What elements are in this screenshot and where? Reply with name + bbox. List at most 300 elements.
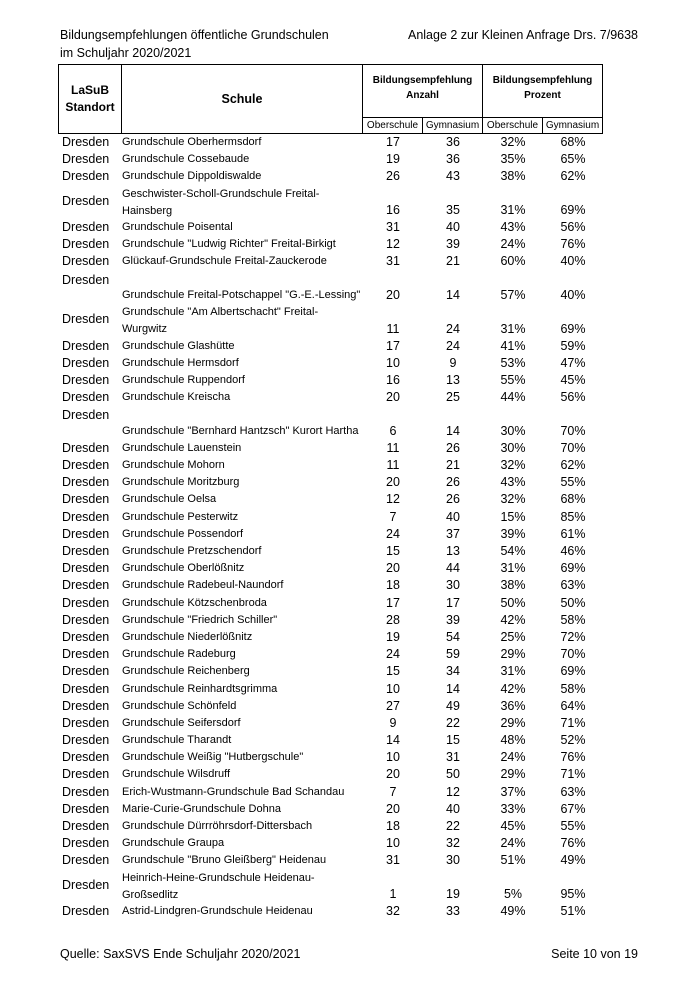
table-body bbox=[58, 134, 603, 920]
row-location: Dresden bbox=[62, 509, 110, 524]
row-percent-gymnasium: 62% bbox=[560, 458, 586, 473]
row-count-oberschule: 20 bbox=[386, 390, 400, 405]
col-header-location-line2: Standort bbox=[65, 100, 115, 114]
row-count-oberschule: 10 bbox=[386, 836, 400, 851]
row-count-gymnasium: 43 bbox=[446, 169, 460, 184]
row-percent-oberschule: 29% bbox=[500, 715, 526, 730]
footer-page-number: Seite 10 von 19 bbox=[551, 947, 638, 961]
row-count-oberschule: 18 bbox=[386, 578, 400, 593]
row-count-gymnasium: 40 bbox=[446, 509, 460, 524]
table-row bbox=[58, 186, 603, 220]
row-percent-gymnasium: 58% bbox=[560, 681, 586, 696]
row-count-gymnasium: 30 bbox=[446, 578, 460, 593]
row-location: Dresden bbox=[62, 135, 110, 149]
row-count-oberschule: 15 bbox=[386, 664, 400, 679]
row-location: Dresden bbox=[62, 220, 110, 235]
row-school: Grundschule Freital-Potschappel "G.-E.-Lessing" bbox=[122, 289, 361, 302]
row-count-oberschule: 6 bbox=[389, 423, 397, 438]
row-count-gymnasium: 14 bbox=[446, 423, 460, 438]
row-count-oberschule: 20 bbox=[386, 561, 400, 576]
row-school: Glückauf-Grundschule Freital-Zauckerode bbox=[122, 255, 327, 268]
row-location: Dresden bbox=[62, 408, 110, 423]
table-row bbox=[58, 543, 603, 560]
sub-header-percent-oberschule: Oberschule bbox=[486, 120, 539, 131]
document-title bbox=[60, 26, 329, 62]
row-location: Dresden bbox=[62, 544, 110, 558]
row-school-line2: Wurgwitz bbox=[122, 323, 168, 336]
sub-header-count-oberschule: Oberschule bbox=[366, 120, 419, 131]
row-count-gymnasium: 21 bbox=[446, 458, 460, 473]
row-count-gymnasium: 13 bbox=[446, 373, 460, 387]
row-location: Dresden bbox=[62, 647, 110, 662]
row-school: Grundschule Oberlößnitz bbox=[122, 562, 245, 575]
row-school: Grundschule Seifersdorf bbox=[122, 716, 241, 729]
row-count-gymnasium: 37 bbox=[446, 526, 460, 541]
row-percent-gymnasium: 52% bbox=[560, 733, 586, 748]
row-percent-oberschule: 31% bbox=[500, 321, 526, 336]
row-location: Dresden bbox=[62, 578, 110, 593]
row-location: Dresden bbox=[62, 169, 110, 184]
row-school: Grundschule Kötzschenbroda bbox=[122, 596, 267, 609]
row-percent-oberschule: 30% bbox=[500, 423, 526, 438]
row-count-oberschule: 9 bbox=[389, 715, 397, 730]
row-percent-oberschule: 25% bbox=[500, 629, 526, 644]
row-percent-oberschule: 5% bbox=[503, 887, 523, 902]
row-school-line1: Grundschule "Am Albertschacht" Freital- bbox=[122, 306, 319, 319]
table-row bbox=[58, 509, 603, 526]
row-percent-oberschule: 44% bbox=[500, 390, 526, 405]
row-percent-gymnasium: 63% bbox=[560, 578, 586, 593]
row-percent-gymnasium: 51% bbox=[560, 904, 586, 919]
row-school: Grundschule Moritzburg bbox=[122, 476, 240, 489]
row-school: Grundschule Cossebaude bbox=[122, 153, 250, 166]
row-count-gymnasium: 40 bbox=[446, 220, 460, 235]
row-count-oberschule: 12 bbox=[386, 237, 400, 252]
table-row bbox=[58, 663, 603, 680]
row-percent-oberschule: 30% bbox=[500, 440, 526, 455]
sub-header-percent-gymnasium: Gymnasium bbox=[545, 120, 600, 131]
row-school: Grundschule "Bernhard Hantzsch" Kurort Hartha bbox=[122, 424, 359, 437]
sub-header-count-gymnasium: Gymnasium bbox=[425, 120, 480, 131]
row-percent-oberschule: 53% bbox=[500, 355, 526, 370]
row-location: Dresden bbox=[62, 904, 110, 919]
row-percent-oberschule: 43% bbox=[500, 220, 526, 235]
row-school: Grundschule Wilsdruff bbox=[122, 768, 231, 781]
row-school-line1: Geschwister-Scholl-Grundschule Freital- bbox=[122, 187, 320, 200]
row-school: Grundschule Glashütte bbox=[122, 339, 235, 352]
row-location: Dresden bbox=[62, 595, 110, 610]
table-row bbox=[58, 835, 603, 852]
row-percent-oberschule: 42% bbox=[500, 681, 526, 696]
row-location: Dresden bbox=[62, 272, 110, 287]
row-location: Dresden bbox=[62, 561, 110, 576]
row-location: Dresden bbox=[62, 254, 110, 269]
row-percent-gymnasium: 68% bbox=[560, 135, 586, 149]
row-count-gymnasium: 26 bbox=[446, 475, 460, 490]
table-row bbox=[58, 595, 603, 612]
row-percent-gymnasium: 76% bbox=[560, 750, 586, 765]
row-count-gymnasium: 32 bbox=[446, 836, 460, 851]
row-school: Grundschule Tharandt bbox=[122, 734, 232, 747]
row-percent-gymnasium: 71% bbox=[560, 767, 586, 782]
row-percent-oberschule: 55% bbox=[500, 373, 526, 387]
row-percent-gymnasium: 58% bbox=[560, 612, 586, 627]
table-row bbox=[58, 577, 603, 594]
table-row bbox=[58, 612, 603, 629]
row-location: Dresden bbox=[62, 784, 110, 799]
row-percent-gymnasium: 95% bbox=[560, 887, 586, 902]
row-count-gymnasium: 40 bbox=[446, 801, 460, 816]
row-location: Dresden bbox=[62, 373, 110, 387]
col-header-location-line1: LaSuB bbox=[70, 83, 109, 97]
table-row bbox=[58, 801, 603, 818]
group-header-count-line1: Bildungsempfehlung bbox=[372, 75, 473, 86]
row-count-oberschule: 7 bbox=[389, 784, 397, 799]
row-school: Grundschule Pretzschendorf bbox=[122, 545, 262, 557]
row-school: Grundschule "Bruno Gleißberg" Heidenau bbox=[122, 854, 327, 867]
table-row bbox=[58, 491, 603, 508]
row-location: Dresden bbox=[62, 237, 110, 252]
row-location: Dresden bbox=[62, 664, 110, 679]
row-count-oberschule: 19 bbox=[386, 152, 400, 167]
table-row bbox=[58, 903, 603, 920]
row-count-oberschule: 16 bbox=[386, 203, 400, 218]
row-count-gymnasium: 24 bbox=[446, 338, 460, 353]
row-percent-oberschule: 15% bbox=[500, 509, 526, 524]
table-row bbox=[58, 219, 603, 236]
row-school: Grundschule Reichenberg bbox=[122, 665, 250, 678]
row-count-oberschule: 24 bbox=[386, 526, 400, 541]
group-header-percent bbox=[483, 70, 602, 106]
row-percent-oberschule: 45% bbox=[500, 819, 526, 833]
table-row bbox=[58, 372, 603, 389]
table-row bbox=[58, 715, 603, 732]
row-location: Dresden bbox=[62, 750, 110, 765]
row-count-gymnasium: 26 bbox=[446, 440, 460, 455]
row-percent-oberschule: 50% bbox=[500, 595, 526, 610]
group-header-percent-line1: Bildungsempfehlung bbox=[492, 75, 593, 86]
row-percent-gymnasium: 63% bbox=[560, 784, 586, 799]
table-row bbox=[58, 870, 603, 904]
row-count-oberschule: 27 bbox=[386, 698, 400, 713]
row-percent-gymnasium: 70% bbox=[560, 647, 586, 662]
row-count-gymnasium: 14 bbox=[446, 681, 460, 696]
row-count-oberschule: 20 bbox=[386, 288, 400, 303]
row-location: Dresden bbox=[62, 355, 110, 370]
group-header-percent-line2: Prozent bbox=[524, 90, 561, 101]
row-count-oberschule: 20 bbox=[386, 475, 400, 490]
row-count-gymnasium: 33 bbox=[446, 904, 460, 919]
row-percent-oberschule: 54% bbox=[500, 544, 526, 558]
row-count-gymnasium: 59 bbox=[446, 647, 460, 662]
row-count-oberschule: 7 bbox=[389, 509, 397, 524]
row-percent-oberschule: 37% bbox=[500, 784, 526, 799]
row-count-oberschule: 17 bbox=[386, 135, 400, 149]
row-school: Grundschule Niederlößnitz bbox=[122, 630, 253, 643]
row-percent-gymnasium: 68% bbox=[560, 492, 586, 507]
row-count-gymnasium: 35 bbox=[446, 203, 460, 218]
row-count-gymnasium: 44 bbox=[446, 561, 460, 576]
row-school: Grundschule Pesterwitz bbox=[122, 510, 239, 523]
row-location: Dresden bbox=[62, 526, 110, 541]
row-count-oberschule: 19 bbox=[386, 629, 400, 644]
row-count-gymnasium: 13 bbox=[446, 544, 460, 558]
row-count-gymnasium: 30 bbox=[446, 853, 460, 868]
row-location: Dresden bbox=[62, 492, 110, 507]
row-school: Erich-Wustmann-Grundschule Bad Schandau bbox=[122, 785, 345, 798]
row-percent-gymnasium: 55% bbox=[560, 819, 586, 833]
row-percent-gymnasium: 65% bbox=[560, 152, 586, 167]
row-count-oberschule: 1 bbox=[389, 887, 397, 902]
row-count-oberschule: 17 bbox=[386, 338, 400, 353]
row-school bbox=[122, 870, 362, 904]
table-row bbox=[58, 784, 603, 801]
row-percent-oberschule: 29% bbox=[500, 647, 526, 662]
row-percent-oberschule: 36% bbox=[500, 698, 526, 713]
row-percent-oberschule: 35% bbox=[500, 152, 526, 167]
row-count-oberschule: 10 bbox=[386, 681, 400, 696]
row-count-oberschule: 18 bbox=[386, 819, 400, 833]
table-row bbox=[58, 304, 603, 338]
row-school: Grundschule "Friedrich Schiller" bbox=[122, 613, 278, 626]
table-row bbox=[58, 440, 603, 457]
row-location: Dresden bbox=[62, 629, 110, 644]
row-count-oberschule: 14 bbox=[386, 733, 400, 748]
row-count-gymnasium: 36 bbox=[446, 152, 460, 167]
row-location: Dresden bbox=[62, 440, 110, 455]
row-percent-gymnasium: 72% bbox=[560, 629, 586, 644]
row-percent-gymnasium: 49% bbox=[560, 853, 586, 868]
row-percent-oberschule: 32% bbox=[500, 492, 526, 507]
row-school: Grundschule Schönfeld bbox=[122, 699, 237, 712]
table-row bbox=[58, 457, 603, 474]
row-school bbox=[122, 186, 362, 220]
row-percent-oberschule: 42% bbox=[500, 612, 526, 627]
row-count-oberschule: 10 bbox=[386, 355, 400, 370]
row-percent-gymnasium: 76% bbox=[560, 237, 586, 252]
row-percent-gymnasium: 59% bbox=[560, 338, 586, 353]
row-count-oberschule: 12 bbox=[386, 492, 400, 507]
row-count-gymnasium: 39 bbox=[446, 237, 460, 252]
row-percent-gymnasium: 85% bbox=[560, 509, 586, 524]
row-percent-gymnasium: 64% bbox=[560, 698, 586, 713]
row-count-gymnasium: 15 bbox=[446, 733, 460, 748]
row-count-oberschule: 11 bbox=[386, 458, 400, 473]
row-percent-gymnasium: 46% bbox=[560, 544, 586, 558]
table-row bbox=[58, 406, 603, 440]
row-count-gymnasium: 34 bbox=[446, 664, 460, 679]
row-count-oberschule: 10 bbox=[386, 750, 400, 765]
table-row bbox=[58, 271, 603, 305]
row-count-oberschule: 11 bbox=[386, 321, 400, 336]
row-percent-gymnasium: 47% bbox=[560, 355, 586, 370]
footer-source: Quelle: SaxSVS Ende Schuljahr 2020/2021 bbox=[60, 947, 301, 961]
row-location: Dresden bbox=[62, 475, 110, 490]
row-school: Grundschule Lauenstein bbox=[122, 441, 242, 454]
row-percent-gymnasium: 55% bbox=[560, 475, 586, 490]
table-row bbox=[58, 253, 603, 270]
row-location: Dresden bbox=[62, 390, 110, 405]
row-percent-gymnasium: 40% bbox=[560, 254, 586, 269]
table-header bbox=[58, 64, 603, 134]
row-location: Dresden bbox=[62, 152, 110, 167]
row-percent-gymnasium: 76% bbox=[560, 836, 586, 851]
table-row bbox=[58, 818, 603, 835]
row-percent-oberschule: 24% bbox=[500, 836, 526, 851]
row-count-oberschule: 11 bbox=[386, 440, 400, 455]
row-percent-gymnasium: 50% bbox=[560, 595, 586, 610]
table-row bbox=[58, 749, 603, 766]
row-percent-oberschule: 31% bbox=[500, 203, 526, 218]
row-count-gymnasium: 22 bbox=[446, 819, 460, 833]
row-percent-oberschule: 32% bbox=[500, 458, 526, 473]
row-percent-gymnasium: 70% bbox=[560, 423, 586, 438]
row-percent-gymnasium: 62% bbox=[560, 169, 586, 184]
row-count-oberschule: 20 bbox=[386, 767, 400, 782]
row-count-gymnasium: 49 bbox=[446, 698, 460, 713]
row-location: Dresden bbox=[62, 733, 110, 748]
table-row bbox=[58, 852, 603, 869]
row-percent-gymnasium: 71% bbox=[560, 715, 586, 730]
row-school-line1: Heinrich-Heine-Grundschule Heidenau- bbox=[122, 871, 315, 884]
row-count-gymnasium: 25 bbox=[446, 390, 460, 405]
col-header-school: Schule bbox=[221, 92, 263, 106]
row-count-oberschule: 24 bbox=[386, 647, 400, 662]
row-school: Grundschule Oberhermsdorf bbox=[122, 136, 262, 148]
row-percent-gymnasium: 69% bbox=[560, 561, 586, 576]
row-percent-oberschule: 39% bbox=[500, 526, 526, 541]
row-percent-oberschule: 41% bbox=[500, 338, 526, 353]
row-school: Grundschule Poisental bbox=[122, 221, 233, 234]
row-school: Grundschule Kreischa bbox=[122, 391, 231, 404]
title-line-2: im Schuljahr 2020/2021 bbox=[60, 46, 192, 60]
row-location: Dresden bbox=[62, 767, 110, 782]
table-row bbox=[58, 646, 603, 663]
row-percent-gymnasium: 69% bbox=[560, 321, 586, 336]
row-percent-oberschule: 60% bbox=[500, 254, 526, 269]
row-percent-gymnasium: 61% bbox=[560, 526, 586, 541]
row-count-gymnasium: 12 bbox=[446, 784, 460, 799]
group-header-count bbox=[363, 70, 482, 106]
row-count-oberschule: 16 bbox=[386, 373, 400, 387]
row-count-oberschule: 28 bbox=[386, 612, 400, 627]
row-count-gymnasium: 31 bbox=[446, 750, 460, 765]
row-count-gymnasium: 26 bbox=[446, 492, 460, 507]
row-count-oberschule: 31 bbox=[386, 220, 400, 235]
row-location: Dresden bbox=[62, 801, 110, 816]
row-count-oberschule: 32 bbox=[386, 904, 400, 919]
row-percent-oberschule: 38% bbox=[500, 169, 526, 184]
row-percent-oberschule: 48% bbox=[500, 733, 526, 748]
row-percent-gymnasium: 45% bbox=[560, 373, 586, 387]
row-school: Grundschule "Ludwig Richter" Freital-Birkigt bbox=[122, 238, 336, 251]
row-school: Grundschule Graupa bbox=[122, 837, 225, 850]
table-row bbox=[58, 355, 603, 372]
row-school-line2: Hainsberg bbox=[122, 204, 173, 217]
row-percent-oberschule: 24% bbox=[500, 237, 526, 252]
row-percent-oberschule: 31% bbox=[500, 561, 526, 576]
table-row bbox=[58, 698, 603, 715]
row-location: Dresden bbox=[62, 193, 110, 208]
row-school: Grundschule Reinhardtsgrimma bbox=[122, 682, 278, 695]
row-count-gymnasium: 17 bbox=[446, 595, 460, 610]
row-school: Grundschule Dippoldiswalde bbox=[122, 170, 262, 183]
row-percent-oberschule: 57% bbox=[500, 288, 526, 303]
row-count-gymnasium: 21 bbox=[446, 254, 460, 269]
row-count-oberschule: 26 bbox=[386, 169, 400, 184]
table-row bbox=[58, 681, 603, 698]
row-school: Grundschule Ruppendorf bbox=[122, 374, 245, 386]
row-count-oberschule: 17 bbox=[386, 595, 400, 610]
col-header-location bbox=[59, 65, 121, 133]
row-location: Dresden bbox=[62, 681, 110, 696]
row-percent-oberschule: 24% bbox=[500, 750, 526, 765]
row-location: Dresden bbox=[62, 877, 110, 892]
row-count-gymnasium: 54 bbox=[446, 629, 460, 644]
table-row bbox=[58, 629, 603, 646]
row-school: Grundschule Oelsa bbox=[122, 493, 217, 506]
row-percent-gymnasium: 56% bbox=[560, 390, 586, 405]
row-school: Grundschule Radebeul-Naundorf bbox=[122, 579, 284, 592]
row-percent-gymnasium: 69% bbox=[560, 664, 586, 679]
row-percent-oberschule: 32% bbox=[500, 135, 526, 149]
row-count-oberschule: 20 bbox=[386, 801, 400, 816]
row-count-gymnasium: 22 bbox=[446, 715, 460, 730]
row-count-gymnasium: 39 bbox=[446, 612, 460, 627]
row-school: Astrid-Lindgren-Grundschule Heidenau bbox=[122, 905, 313, 918]
row-location: Dresden bbox=[62, 698, 110, 713]
row-percent-oberschule: 31% bbox=[500, 664, 526, 679]
row-count-oberschule: 31 bbox=[386, 853, 400, 868]
row-location: Dresden bbox=[62, 819, 110, 833]
row-school: Grundschule Mohorn bbox=[122, 459, 225, 472]
row-location: Dresden bbox=[62, 612, 110, 627]
row-location: Dresden bbox=[62, 836, 110, 851]
table-row bbox=[58, 732, 603, 749]
row-count-gymnasium: 50 bbox=[446, 767, 460, 782]
row-school-line2: Großsedlitz bbox=[122, 888, 179, 901]
row-location: Dresden bbox=[62, 853, 110, 868]
row-count-gymnasium: 14 bbox=[446, 288, 460, 303]
row-percent-oberschule: 33% bbox=[500, 801, 526, 816]
row-percent-gymnasium: 67% bbox=[560, 801, 586, 816]
row-count-oberschule: 31 bbox=[386, 254, 400, 269]
group-header-count-line2: Anzahl bbox=[406, 90, 439, 101]
row-count-gymnasium: 24 bbox=[446, 321, 460, 336]
row-percent-gymnasium: 69% bbox=[560, 203, 586, 218]
row-school: Grundschule Dürrröhrsdorf-Dittersbach bbox=[122, 820, 313, 832]
row-location: Dresden bbox=[62, 458, 110, 473]
row-location: Dresden bbox=[62, 715, 110, 730]
row-school: Grundschule Possendorf bbox=[122, 527, 244, 540]
row-percent-oberschule: 43% bbox=[500, 475, 526, 490]
row-count-gymnasium: 36 bbox=[446, 135, 460, 149]
table-row bbox=[58, 474, 603, 491]
table-row bbox=[58, 389, 603, 406]
row-school: Grundschule Weißig "Hutbergschule" bbox=[122, 751, 304, 764]
table-row bbox=[58, 236, 603, 253]
row-count-oberschule: 15 bbox=[386, 544, 400, 558]
row-count-gymnasium: 9 bbox=[449, 355, 457, 370]
row-school bbox=[122, 304, 362, 338]
document-reference: Anlage 2 zur Kleinen Anfrage Drs. 7/9638 bbox=[407, 28, 638, 42]
table-row bbox=[58, 766, 603, 783]
row-school: Marie-Curie-Grundschule Dohna bbox=[122, 802, 281, 815]
table-row bbox=[58, 526, 603, 543]
row-percent-oberschule: 49% bbox=[500, 904, 526, 919]
table-row bbox=[58, 151, 603, 168]
row-percent-oberschule: 51% bbox=[500, 853, 526, 868]
